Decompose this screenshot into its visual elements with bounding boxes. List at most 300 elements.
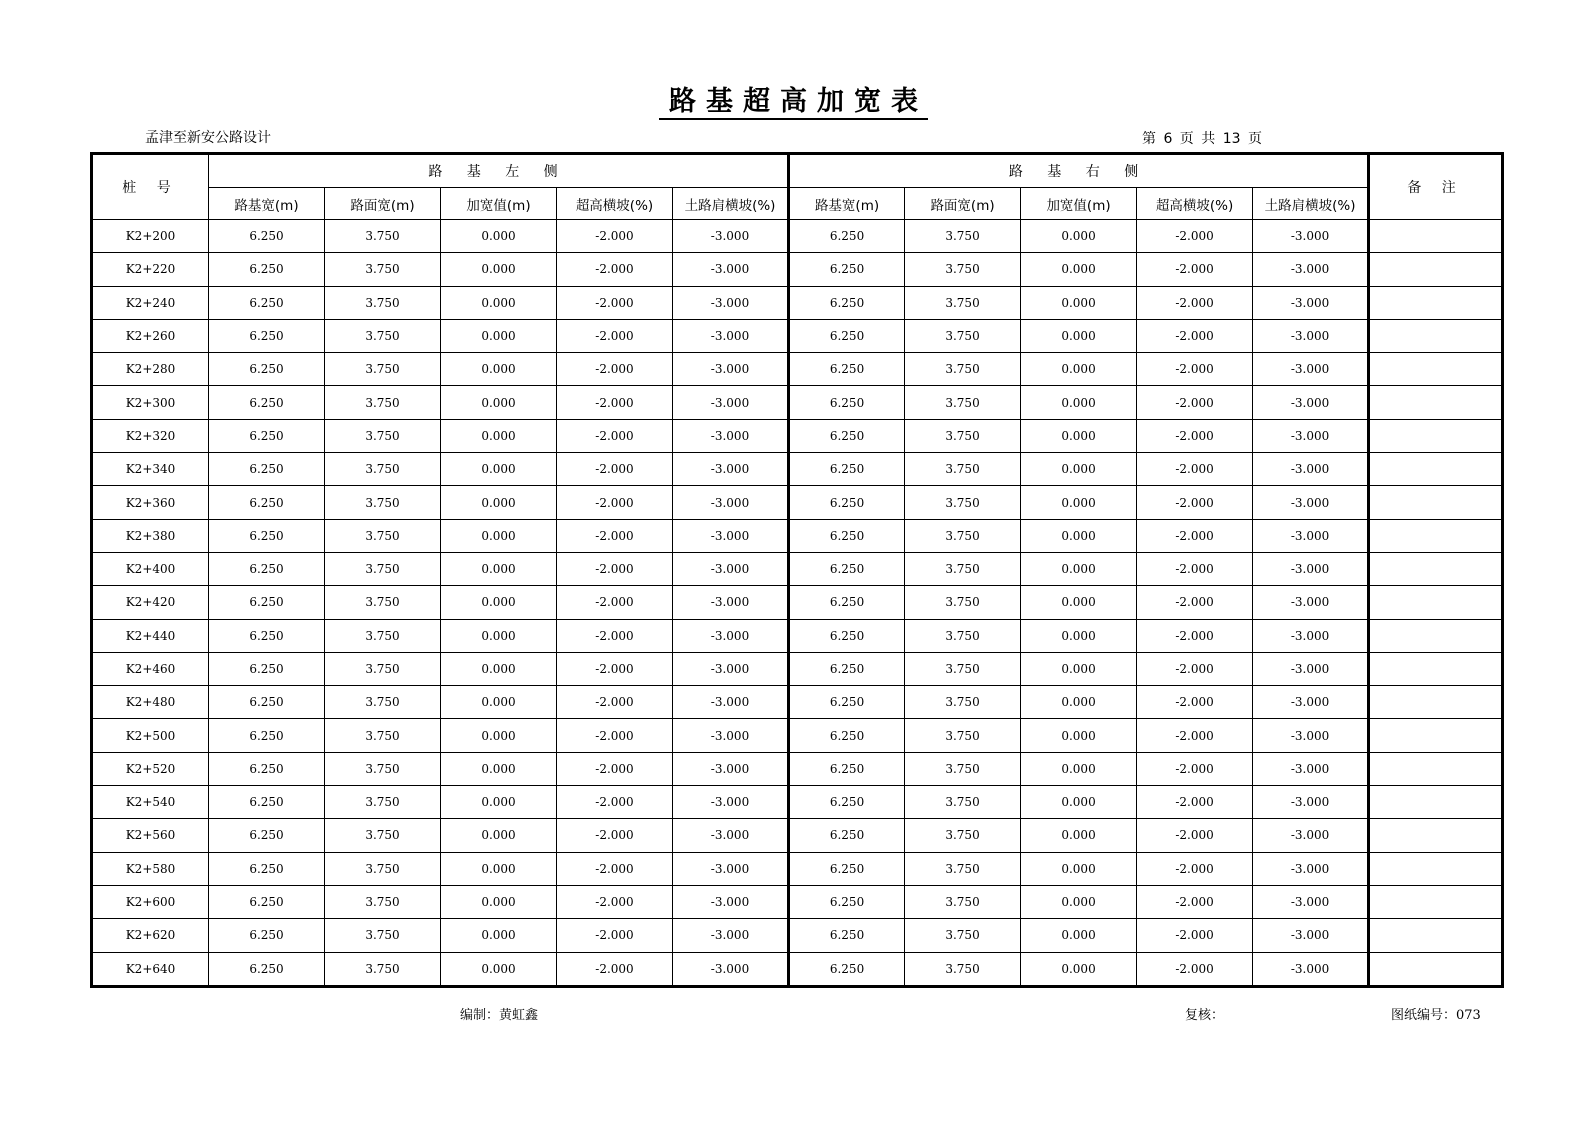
cell-right-pavement-width: 3.750: [905, 286, 1021, 319]
cell-stake: K2+300: [92, 386, 209, 419]
cell-left-pavement-width: 3.750: [325, 919, 441, 952]
cell-left-widening: 0.000: [441, 552, 557, 585]
table-row: [92, 353, 1503, 386]
cell-left-shoulder-slope: -3.000: [673, 552, 789, 585]
cell-right-shoulder-slope: -3.000: [1253, 386, 1369, 419]
cell-left-shoulder-slope: -3.000: [673, 253, 789, 286]
cell-left-shoulder-slope: -3.000: [673, 319, 789, 352]
cell-stake: K2+640: [92, 952, 209, 986]
table-row: [92, 453, 1503, 486]
cell-left-shoulder-slope: -3.000: [673, 652, 789, 685]
cell-right-pavement-width: 3.750: [905, 686, 1021, 719]
table-row: [92, 919, 1503, 952]
cell-left-subgrade-width: 6.250: [209, 686, 325, 719]
cell-left-pavement-width: 3.750: [325, 419, 441, 452]
compiler-label: 编制：黄虹鑫: [460, 1008, 539, 1023]
cell-right-subgrade-width: 6.250: [789, 253, 905, 286]
cell-remark: [1369, 852, 1503, 885]
cell-left-shoulder-slope: -3.000: [673, 852, 789, 885]
drawing-number: 图纸编号：073: [1391, 1008, 1481, 1023]
cell-right-pavement-width: 3.750: [905, 486, 1021, 519]
cell-left-widening: 0.000: [441, 619, 557, 652]
cell-right-shoulder-slope: -3.000: [1253, 286, 1369, 319]
cell-stake: K2+560: [92, 819, 209, 852]
cell-remark: [1369, 453, 1503, 486]
cell-right-superelevation: -2.000: [1137, 552, 1253, 585]
cell-right-pavement-width: 3.750: [905, 819, 1021, 852]
cell-left-widening: 0.000: [441, 919, 557, 952]
cell-left-subgrade-width: 6.250: [209, 353, 325, 386]
cell-remark: [1369, 552, 1503, 585]
header-right-pavement-width: 路面宽(m): [905, 188, 1021, 220]
cell-left-superelevation: -2.000: [557, 419, 673, 452]
table-row: [92, 819, 1503, 852]
cell-right-superelevation: -2.000: [1137, 719, 1253, 752]
cell-left-superelevation: -2.000: [557, 885, 673, 918]
cell-right-subgrade-width: 6.250: [789, 586, 905, 619]
cell-right-subgrade-width: 6.250: [789, 386, 905, 419]
cell-left-pavement-width: 3.750: [325, 386, 441, 419]
cell-stake: K2+280: [92, 353, 209, 386]
header-right-shoulder-slope: 土路肩横坡(%): [1253, 188, 1369, 220]
header-remark: 备 注: [1369, 154, 1503, 220]
cell-stake: K2+480: [92, 686, 209, 719]
cell-right-superelevation: -2.000: [1137, 919, 1253, 952]
cell-right-pavement-width: 3.750: [905, 419, 1021, 452]
header-left-subgrade-width: 路基宽(m): [209, 188, 325, 220]
header-left-superelevation: 超高横坡(%): [557, 188, 673, 220]
table-body: [92, 220, 1503, 987]
table-row: [92, 786, 1503, 819]
table-row: [92, 419, 1503, 452]
cell-right-widening: 0.000: [1021, 253, 1137, 286]
table-row: [92, 952, 1503, 986]
cell-left-pavement-width: 3.750: [325, 586, 441, 619]
cell-left-pavement-width: 3.750: [325, 885, 441, 918]
cell-left-widening: 0.000: [441, 752, 557, 785]
cell-stake: K2+220: [92, 253, 209, 286]
cell-stake: K2+340: [92, 453, 209, 486]
cell-right-widening: 0.000: [1021, 552, 1137, 585]
table-row: [92, 319, 1503, 352]
cell-left-widening: 0.000: [441, 220, 557, 253]
cell-remark: [1369, 486, 1503, 519]
cell-right-pavement-width: 3.750: [905, 353, 1021, 386]
cell-left-pavement-width: 3.750: [325, 486, 441, 519]
cell-right-shoulder-slope: -3.000: [1253, 586, 1369, 619]
cell-left-widening: 0.000: [441, 419, 557, 452]
cell-right-subgrade-width: 6.250: [789, 519, 905, 552]
cell-stake: K2+240: [92, 286, 209, 319]
cell-left-pavement-width: 3.750: [325, 552, 441, 585]
cell-left-subgrade-width: 6.250: [209, 619, 325, 652]
cell-right-widening: 0.000: [1021, 220, 1137, 253]
cell-right-superelevation: -2.000: [1137, 686, 1253, 719]
cell-right-pavement-width: 3.750: [905, 586, 1021, 619]
cell-stake: K2+320: [92, 419, 209, 452]
cell-right-shoulder-slope: -3.000: [1253, 919, 1369, 952]
cell-left-pavement-width: 3.750: [325, 220, 441, 253]
cell-left-shoulder-slope: -3.000: [673, 486, 789, 519]
cell-left-pavement-width: 3.750: [325, 719, 441, 752]
cell-right-shoulder-slope: -3.000: [1253, 952, 1369, 986]
cell-left-subgrade-width: 6.250: [209, 586, 325, 619]
cell-right-widening: 0.000: [1021, 453, 1137, 486]
cell-remark: [1369, 386, 1503, 419]
cell-left-widening: 0.000: [441, 885, 557, 918]
cell-left-subgrade-width: 6.250: [209, 719, 325, 752]
cell-right-superelevation: -2.000: [1137, 952, 1253, 986]
cell-right-superelevation: -2.000: [1137, 386, 1253, 419]
cell-left-superelevation: -2.000: [557, 652, 673, 685]
cell-left-subgrade-width: 6.250: [209, 952, 325, 986]
cell-stake: K2+260: [92, 319, 209, 352]
cell-right-shoulder-slope: -3.000: [1253, 619, 1369, 652]
cell-right-shoulder-slope: -3.000: [1253, 885, 1369, 918]
cell-right-shoulder-slope: -3.000: [1253, 353, 1369, 386]
project-name: 孟津至新安公路设计: [145, 130, 271, 146]
cell-left-subgrade-width: 6.250: [209, 786, 325, 819]
cell-left-widening: 0.000: [441, 786, 557, 819]
cell-right-pavement-width: 3.750: [905, 253, 1021, 286]
table-row: [92, 286, 1503, 319]
cell-left-pavement-width: 3.750: [325, 652, 441, 685]
table-row: [92, 253, 1503, 286]
cell-stake: K2+580: [92, 852, 209, 885]
cell-left-widening: 0.000: [441, 586, 557, 619]
cell-stake: K2+200: [92, 220, 209, 253]
cell-left-superelevation: -2.000: [557, 220, 673, 253]
cell-right-pavement-width: 3.750: [905, 220, 1021, 253]
header-stake: 桩 号: [92, 154, 209, 220]
cell-stake: K2+360: [92, 486, 209, 519]
cell-left-superelevation: -2.000: [557, 719, 673, 752]
cell-left-shoulder-slope: -3.000: [673, 952, 789, 986]
cell-right-superelevation: -2.000: [1137, 786, 1253, 819]
header-left-group: 路 基 左 侧: [209, 154, 789, 188]
cell-left-shoulder-slope: -3.000: [673, 719, 789, 752]
reviewer-label: 复核：: [1185, 1008, 1225, 1023]
cell-right-subgrade-width: 6.250: [789, 719, 905, 752]
cell-left-superelevation: -2.000: [557, 552, 673, 585]
cell-right-shoulder-slope: -3.000: [1253, 852, 1369, 885]
cell-left-pavement-width: 3.750: [325, 319, 441, 352]
cell-right-superelevation: -2.000: [1137, 353, 1253, 386]
cell-right-subgrade-width: 6.250: [789, 319, 905, 352]
cell-right-subgrade-width: 6.250: [789, 419, 905, 452]
cell-left-subgrade-width: 6.250: [209, 519, 325, 552]
cell-right-shoulder-slope: -3.000: [1253, 319, 1369, 352]
cell-remark: [1369, 752, 1503, 785]
cell-right-widening: 0.000: [1021, 419, 1137, 452]
cell-left-shoulder-slope: -3.000: [673, 220, 789, 253]
cell-left-pavement-width: 3.750: [325, 253, 441, 286]
cell-left-subgrade-width: 6.250: [209, 386, 325, 419]
cell-right-subgrade-width: 6.250: [789, 786, 905, 819]
cell-left-widening: 0.000: [441, 819, 557, 852]
cell-right-widening: 0.000: [1021, 719, 1137, 752]
cell-left-subgrade-width: 6.250: [209, 752, 325, 785]
cell-left-superelevation: -2.000: [557, 386, 673, 419]
cell-left-superelevation: -2.000: [557, 486, 673, 519]
cell-left-superelevation: -2.000: [557, 786, 673, 819]
cell-left-superelevation: -2.000: [557, 286, 673, 319]
cell-left-subgrade-width: 6.250: [209, 419, 325, 452]
cell-right-subgrade-width: 6.250: [789, 852, 905, 885]
cell-left-subgrade-width: 6.250: [209, 220, 325, 253]
table-row: [92, 519, 1503, 552]
cell-right-subgrade-width: 6.250: [789, 453, 905, 486]
cell-left-pavement-width: 3.750: [325, 619, 441, 652]
cell-left-shoulder-slope: -3.000: [673, 619, 789, 652]
cell-right-shoulder-slope: -3.000: [1253, 752, 1369, 785]
cell-remark: [1369, 652, 1503, 685]
cell-left-pavement-width: 3.750: [325, 852, 441, 885]
cell-stake: K2+380: [92, 519, 209, 552]
cell-right-widening: 0.000: [1021, 819, 1137, 852]
cell-right-subgrade-width: 6.250: [789, 686, 905, 719]
cell-left-widening: 0.000: [441, 386, 557, 419]
table-row: [92, 885, 1503, 918]
cell-stake: K2+520: [92, 752, 209, 785]
cell-right-widening: 0.000: [1021, 619, 1137, 652]
cell-left-subgrade-width: 6.250: [209, 319, 325, 352]
cell-left-pavement-width: 3.750: [325, 286, 441, 319]
cell-left-shoulder-slope: -3.000: [673, 786, 789, 819]
superelevation-table: [90, 152, 1504, 988]
cell-right-superelevation: -2.000: [1137, 486, 1253, 519]
cell-right-subgrade-width: 6.250: [789, 885, 905, 918]
cell-right-shoulder-slope: -3.000: [1253, 819, 1369, 852]
cell-right-widening: 0.000: [1021, 852, 1137, 885]
cell-right-shoulder-slope: -3.000: [1253, 220, 1369, 253]
cell-left-subgrade-width: 6.250: [209, 885, 325, 918]
cell-left-superelevation: -2.000: [557, 586, 673, 619]
table-row: [92, 486, 1503, 519]
cell-right-pavement-width: 3.750: [905, 719, 1021, 752]
cell-remark: [1369, 419, 1503, 452]
cell-left-pavement-width: 3.750: [325, 353, 441, 386]
cell-left-superelevation: -2.000: [557, 319, 673, 352]
cell-remark: [1369, 353, 1503, 386]
cell-left-pavement-width: 3.750: [325, 519, 441, 552]
cell-stake: K2+460: [92, 652, 209, 685]
cell-right-subgrade-width: 6.250: [789, 619, 905, 652]
cell-right-superelevation: -2.000: [1137, 286, 1253, 319]
cell-left-widening: 0.000: [441, 286, 557, 319]
cell-right-widening: 0.000: [1021, 786, 1137, 819]
cell-right-superelevation: -2.000: [1137, 253, 1253, 286]
cell-left-superelevation: -2.000: [557, 952, 673, 986]
cell-right-widening: 0.000: [1021, 952, 1137, 986]
cell-remark: [1369, 519, 1503, 552]
page-title: 路基超高加宽表: [0, 84, 1587, 120]
cell-right-subgrade-width: 6.250: [789, 486, 905, 519]
cell-right-widening: 0.000: [1021, 652, 1137, 685]
cell-left-pavement-width: 3.750: [325, 952, 441, 986]
cell-left-shoulder-slope: -3.000: [673, 386, 789, 419]
table-row: [92, 586, 1503, 619]
cell-stake: K2+420: [92, 586, 209, 619]
cell-stake: K2+440: [92, 619, 209, 652]
table-row: [92, 552, 1503, 585]
table-row: [92, 619, 1503, 652]
cell-remark: [1369, 919, 1503, 952]
cell-right-shoulder-slope: -3.000: [1253, 419, 1369, 452]
cell-right-pavement-width: 3.750: [905, 919, 1021, 952]
cell-right-subgrade-width: 6.250: [789, 353, 905, 386]
cell-remark: [1369, 319, 1503, 352]
cell-remark: [1369, 253, 1503, 286]
cell-left-widening: 0.000: [441, 519, 557, 552]
cell-left-shoulder-slope: -3.000: [673, 752, 789, 785]
header-left-pavement-width: 路面宽(m): [325, 188, 441, 220]
cell-left-superelevation: -2.000: [557, 453, 673, 486]
cell-left-shoulder-slope: -3.000: [673, 419, 789, 452]
cell-left-shoulder-slope: -3.000: [673, 819, 789, 852]
cell-right-pavement-width: 3.750: [905, 752, 1021, 785]
cell-left-shoulder-slope: -3.000: [673, 519, 789, 552]
cell-stake: K2+540: [92, 786, 209, 819]
cell-right-superelevation: -2.000: [1137, 652, 1253, 685]
cell-left-pavement-width: 3.750: [325, 819, 441, 852]
cell-left-widening: 0.000: [441, 686, 557, 719]
cell-stake: K2+620: [92, 919, 209, 952]
cell-right-superelevation: -2.000: [1137, 852, 1253, 885]
cell-left-widening: 0.000: [441, 952, 557, 986]
page-info: 第 6 页 共 13 页: [1142, 131, 1262, 147]
cell-right-subgrade-width: 6.250: [789, 286, 905, 319]
cell-left-subgrade-width: 6.250: [209, 819, 325, 852]
cell-right-pavement-width: 3.750: [905, 786, 1021, 819]
cell-right-widening: 0.000: [1021, 519, 1137, 552]
cell-right-pavement-width: 3.750: [905, 386, 1021, 419]
header-right-subgrade-width: 路基宽(m): [789, 188, 905, 220]
cell-right-shoulder-slope: -3.000: [1253, 652, 1369, 685]
cell-left-shoulder-slope: -3.000: [673, 885, 789, 918]
cell-left-pavement-width: 3.750: [325, 453, 441, 486]
cell-left-shoulder-slope: -3.000: [673, 586, 789, 619]
cell-right-pavement-width: 3.750: [905, 319, 1021, 352]
cell-remark: [1369, 220, 1503, 253]
cell-remark: [1369, 819, 1503, 852]
table-row: [92, 652, 1503, 685]
cell-left-subgrade-width: 6.250: [209, 286, 325, 319]
cell-left-widening: 0.000: [441, 652, 557, 685]
cell-right-pavement-width: 3.750: [905, 519, 1021, 552]
header-right-superelevation: 超高横坡(%): [1137, 188, 1253, 220]
cell-right-subgrade-width: 6.250: [789, 220, 905, 253]
cell-left-subgrade-width: 6.250: [209, 919, 325, 952]
cell-stake: K2+600: [92, 885, 209, 918]
cell-right-superelevation: -2.000: [1137, 619, 1253, 652]
cell-remark: [1369, 619, 1503, 652]
cell-left-pavement-width: 3.750: [325, 786, 441, 819]
table-row: [92, 719, 1503, 752]
cell-right-shoulder-slope: -3.000: [1253, 552, 1369, 585]
cell-right-widening: 0.000: [1021, 752, 1137, 785]
cell-right-shoulder-slope: -3.000: [1253, 719, 1369, 752]
cell-right-superelevation: -2.000: [1137, 519, 1253, 552]
cell-right-pavement-width: 3.750: [905, 453, 1021, 486]
cell-right-superelevation: -2.000: [1137, 819, 1253, 852]
cell-right-shoulder-slope: -3.000: [1253, 453, 1369, 486]
cell-left-superelevation: -2.000: [557, 919, 673, 952]
cell-left-widening: 0.000: [441, 353, 557, 386]
table-row: [92, 220, 1503, 253]
cell-left-superelevation: -2.000: [557, 752, 673, 785]
cell-stake: K2+500: [92, 719, 209, 752]
cell-left-widening: 0.000: [441, 453, 557, 486]
cell-right-widening: 0.000: [1021, 286, 1137, 319]
cell-left-widening: 0.000: [441, 319, 557, 352]
header-right-group: 路 基 右 侧: [789, 154, 1369, 188]
cell-left-superelevation: -2.000: [557, 852, 673, 885]
cell-left-subgrade-width: 6.250: [209, 852, 325, 885]
cell-left-widening: 0.000: [441, 852, 557, 885]
cell-left-pavement-width: 3.750: [325, 686, 441, 719]
cell-right-superelevation: -2.000: [1137, 220, 1253, 253]
cell-right-widening: 0.000: [1021, 686, 1137, 719]
cell-remark: [1369, 286, 1503, 319]
cell-remark: [1369, 885, 1503, 918]
cell-left-superelevation: -2.000: [557, 686, 673, 719]
cell-right-subgrade-width: 6.250: [789, 819, 905, 852]
cell-left-superelevation: -2.000: [557, 519, 673, 552]
cell-right-shoulder-slope: -3.000: [1253, 253, 1369, 286]
cell-right-widening: 0.000: [1021, 586, 1137, 619]
cell-right-superelevation: -2.000: [1137, 586, 1253, 619]
cell-right-superelevation: -2.000: [1137, 419, 1253, 452]
cell-right-shoulder-slope: -3.000: [1253, 786, 1369, 819]
cell-right-superelevation: -2.000: [1137, 885, 1253, 918]
cell-right-widening: 0.000: [1021, 319, 1137, 352]
cell-left-superelevation: -2.000: [557, 253, 673, 286]
cell-left-shoulder-slope: -3.000: [673, 919, 789, 952]
cell-left-shoulder-slope: -3.000: [673, 453, 789, 486]
cell-right-pavement-width: 3.750: [905, 619, 1021, 652]
cell-remark: [1369, 719, 1503, 752]
cell-left-subgrade-width: 6.250: [209, 253, 325, 286]
cell-right-superelevation: -2.000: [1137, 319, 1253, 352]
cell-right-superelevation: -2.000: [1137, 453, 1253, 486]
cell-right-pavement-width: 3.750: [905, 652, 1021, 685]
cell-right-subgrade-width: 6.250: [789, 652, 905, 685]
cell-right-subgrade-width: 6.250: [789, 552, 905, 585]
table-row: [92, 386, 1503, 419]
cell-left-widening: 0.000: [441, 719, 557, 752]
cell-right-subgrade-width: 6.250: [789, 952, 905, 986]
cell-left-superelevation: -2.000: [557, 819, 673, 852]
cell-right-pavement-width: 3.750: [905, 952, 1021, 986]
cell-right-widening: 0.000: [1021, 486, 1137, 519]
cell-right-pavement-width: 3.750: [905, 552, 1021, 585]
cell-left-shoulder-slope: -3.000: [673, 286, 789, 319]
cell-right-widening: 0.000: [1021, 353, 1137, 386]
cell-left-shoulder-slope: -3.000: [673, 353, 789, 386]
cell-left-subgrade-width: 6.250: [209, 552, 325, 585]
cell-left-superelevation: -2.000: [557, 353, 673, 386]
table-row: [92, 752, 1503, 785]
cell-right-subgrade-width: 6.250: [789, 919, 905, 952]
cell-stake: K2+400: [92, 552, 209, 585]
cell-remark: [1369, 952, 1503, 986]
cell-right-pavement-width: 3.750: [905, 852, 1021, 885]
cell-left-subgrade-width: 6.250: [209, 486, 325, 519]
cell-right-shoulder-slope: -3.000: [1253, 486, 1369, 519]
cell-right-superelevation: -2.000: [1137, 752, 1253, 785]
cell-right-shoulder-slope: -3.000: [1253, 519, 1369, 552]
